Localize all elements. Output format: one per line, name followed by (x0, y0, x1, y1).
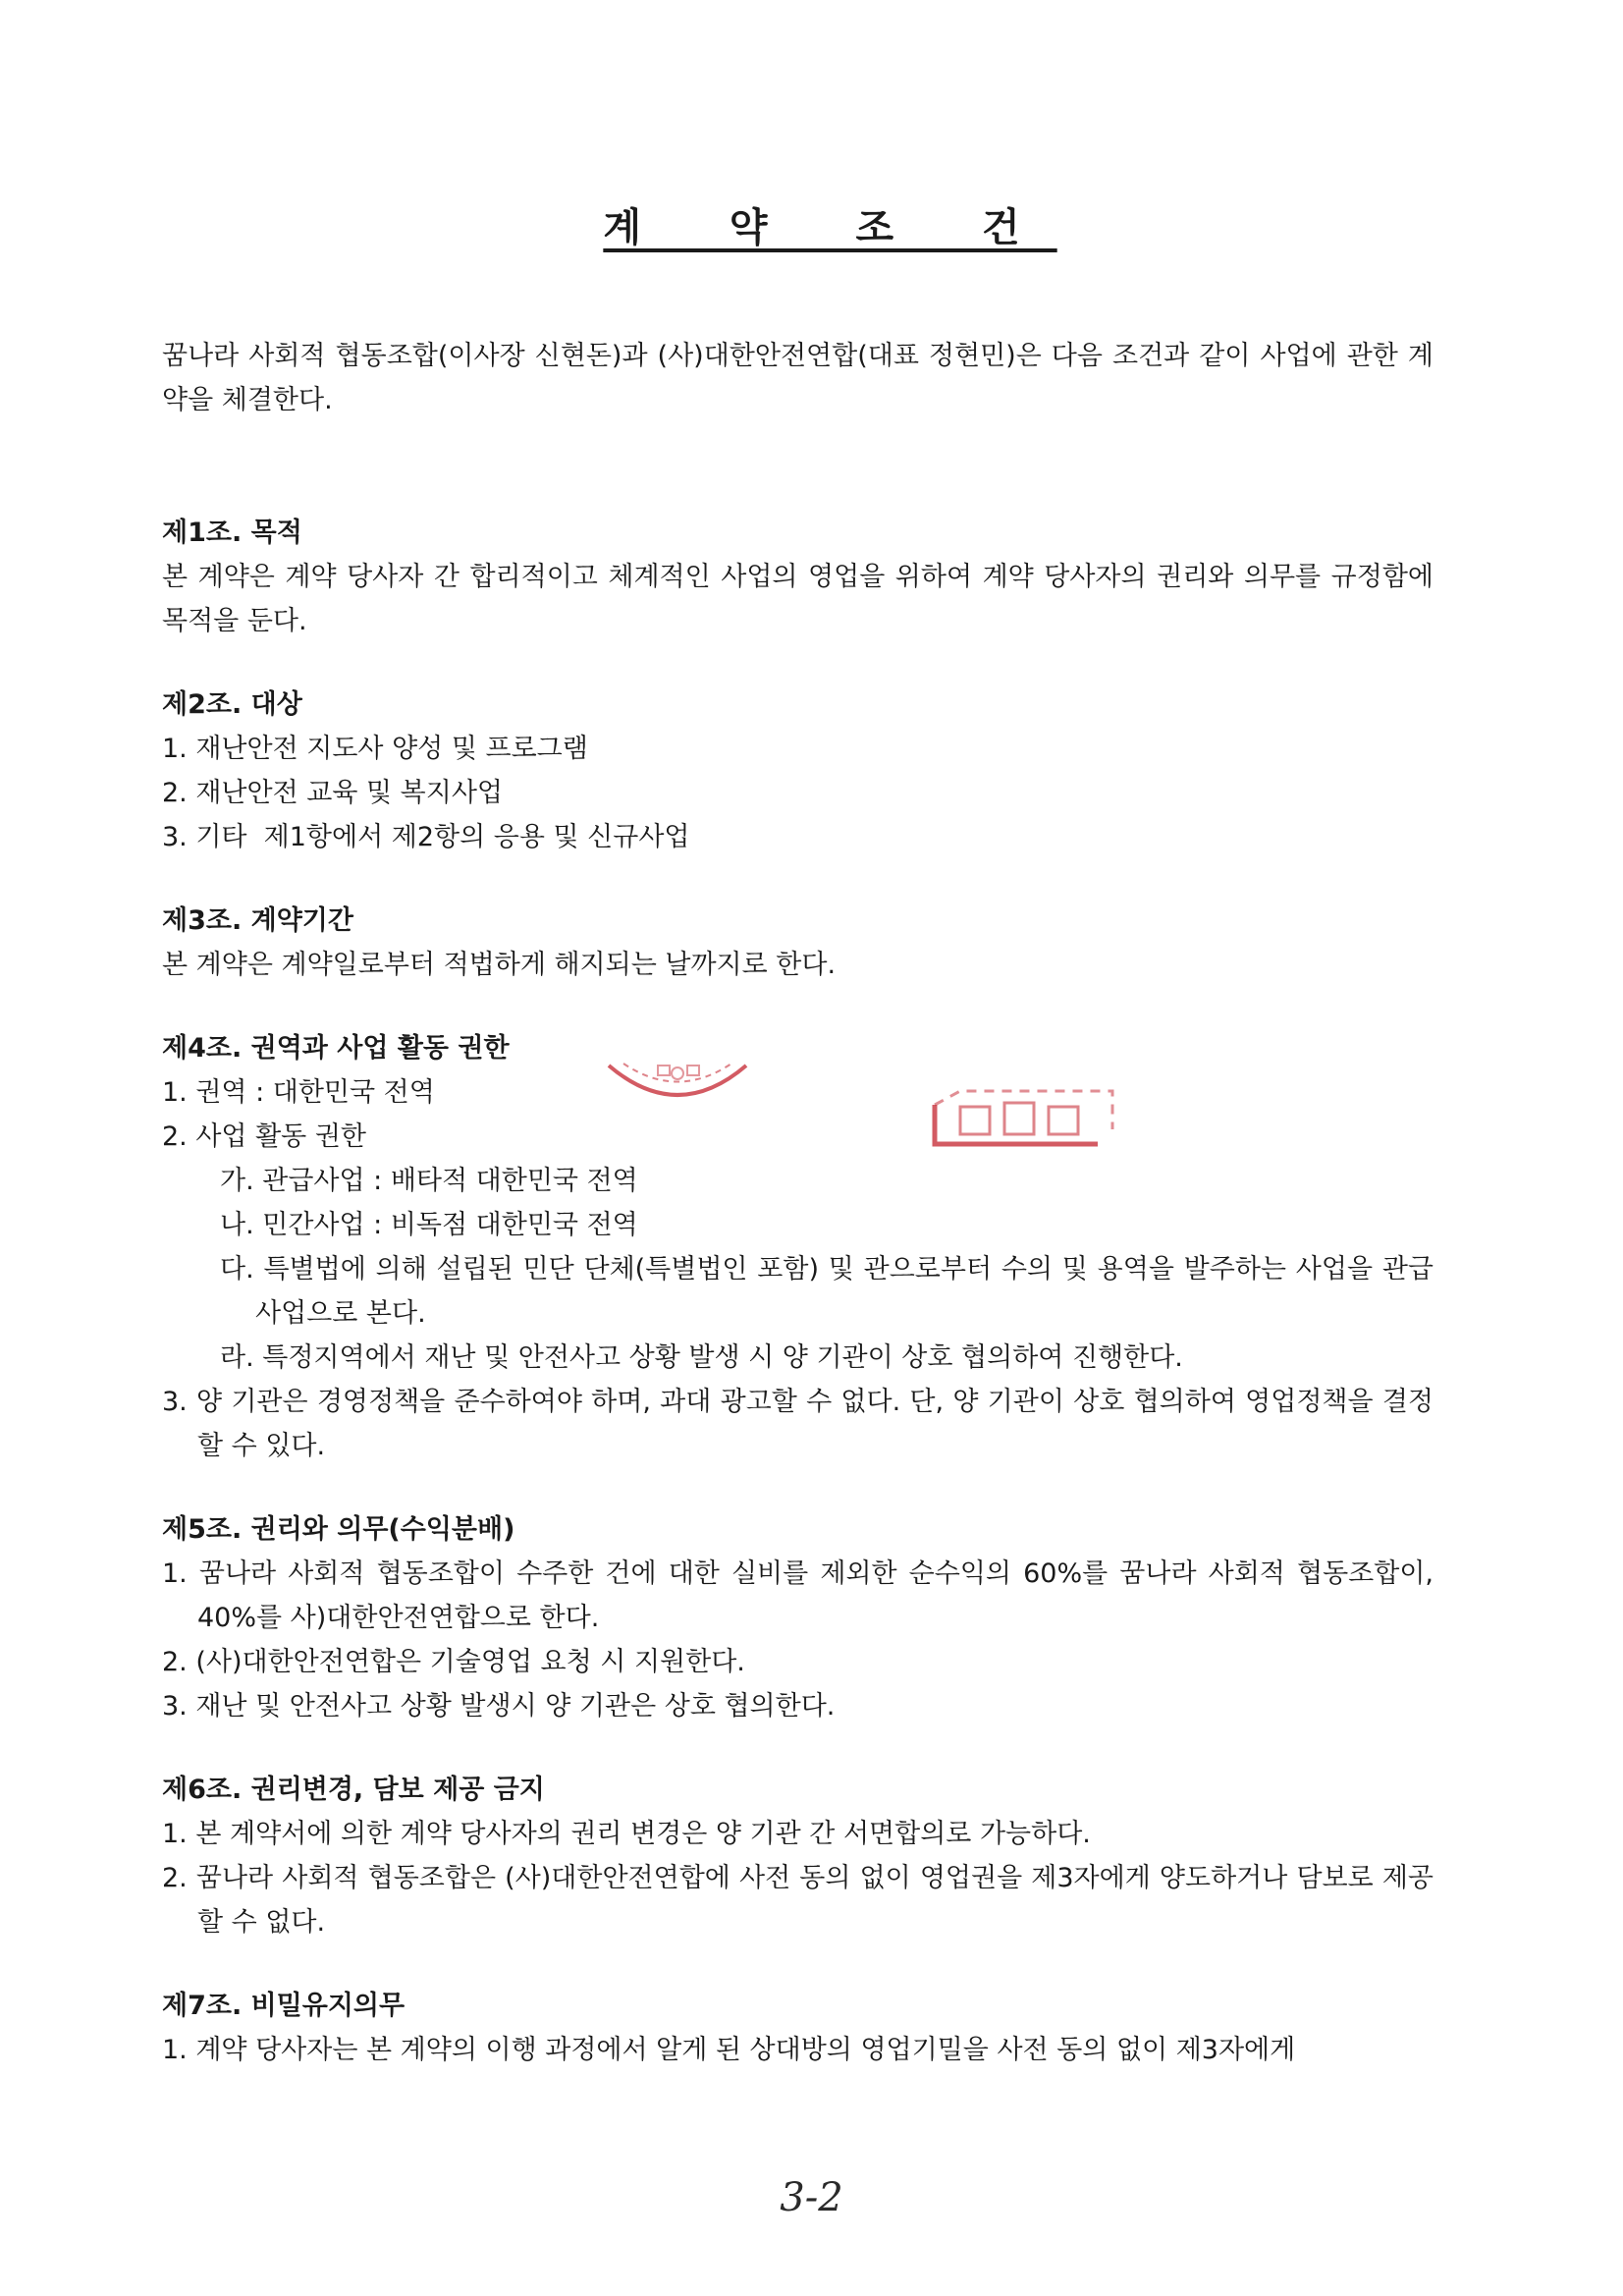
article-title: 제7조. 비밀유지의무 (162, 1991, 406, 2021)
article-item: 1. 재난안전 지도사 양성 및 프로그램 (162, 734, 588, 764)
article-title: 제5조. 권리와 의무(수익분배) (162, 1514, 515, 1545)
article-body: 본 계약은 계약일로부터 적법하게 해지되는 날까지로 한다. (162, 950, 837, 980)
article-1 (162, 511, 1434, 643)
document-title: 계 약 조 건 (603, 205, 1057, 250)
article-title: 제2조. 대상 (162, 689, 302, 720)
article-item: 2. (사)대한안전연합은 기술영업 요청 시 지원한다. (162, 1647, 745, 1677)
article-item: 3. 재난 및 안전사고 상황 발생시 양 기관은 상호 협의한다. (162, 1691, 836, 1722)
article-item: 3. 양 기관은 경영정책을 준수하여야 하며, 과대 광고할 수 없다. 단, 양 기관이 상호 협의하여 영업정책을 결정할 수 있다. (162, 1387, 1434, 1461)
article-title: 제6조. 권리변경, 담보 제공 금지 (162, 1775, 545, 1805)
article-item: 2. 꿈나라 사회적 협동조합은 (사)대한안전연합에 사전 동의 없이 영업권을 제3자에게 양도하거나 담보로 제공할 수 없다. (162, 1863, 1434, 1938)
article-title: 제3조. 계약기간 (162, 905, 353, 936)
page-number: 3-2 (780, 2175, 843, 2220)
article-item: 1. 권역 : 대한민국 전역 (162, 1077, 435, 1108)
article-6 (162, 1768, 1434, 1944)
article-7 (162, 1984, 1434, 2072)
article-body: 본 계약은 계약 당사자 간 합리적이고 체계적인 사업의 영업을 위하여 계약 당사자의 권리와 의무를 규정함에 목적을 둔다. (162, 562, 1434, 636)
article-item: 1. 꿈나라 사회적 협동조합이 수주한 건에 대한 실비를 제외한 순수익의 60%를 꿈나라 사회적 협동조합이, 40%를 사)대한안전연합으로 한다. (162, 1558, 1434, 1633)
article-item: 3. 기타 제1항에서 제2항의 응용 및 신규사업 (162, 822, 690, 852)
article-item: 1. 계약 당사자는 본 계약의 이행 과정에서 알게 된 상대방의 영업기밀을 사전 동의 없이 제3자에게 (162, 2035, 1296, 2065)
intro-paragraph: 꿈나라 사회적 협동조합(이사장 신현돈)과 (사)대한안전연합(대표 정현민)은 다음 조건과 같이 사업에 관한 계약을 체결한다. (162, 341, 1434, 415)
article-item: 1. 본 계약서에 의한 계약 당사자의 권리 변경은 양 기관 간 서면합의로 가능하다. (162, 1819, 1091, 1849)
article-subitem: 나. 민간사업 : 비독점 대한민국 전역 (220, 1210, 638, 1240)
article-item: 2. 사업 활동 권한 (162, 1121, 367, 1152)
article-subitem: 라. 특정지역에서 재난 및 안전사고 상황 발생 시 양 기관이 상호 협의하여 진행한다. (220, 1342, 1183, 1373)
article-2 (162, 683, 1434, 859)
article-subitem: 가. 관급사업 : 배타적 대한민국 전역 (220, 1166, 638, 1196)
article-subitem: 다. 특별법에 의해 설립된 민단 단체(특별법인 포함) 및 관으로부터 수의 및 용역을 발주하는 사업을 관급 사업으로 본다. (220, 1254, 1434, 1329)
article-3 (162, 899, 1434, 987)
article-title: 제4조. 권역과 사업 활동 권한 (162, 1033, 510, 1064)
article-5 (162, 1507, 1434, 1728)
document-body (162, 334, 1434, 2111)
article-item: 2. 재난안전 교육 및 복지사업 (162, 778, 503, 808)
article-4 (162, 1026, 1434, 1468)
article-title: 제1조. 목적 (162, 518, 302, 548)
